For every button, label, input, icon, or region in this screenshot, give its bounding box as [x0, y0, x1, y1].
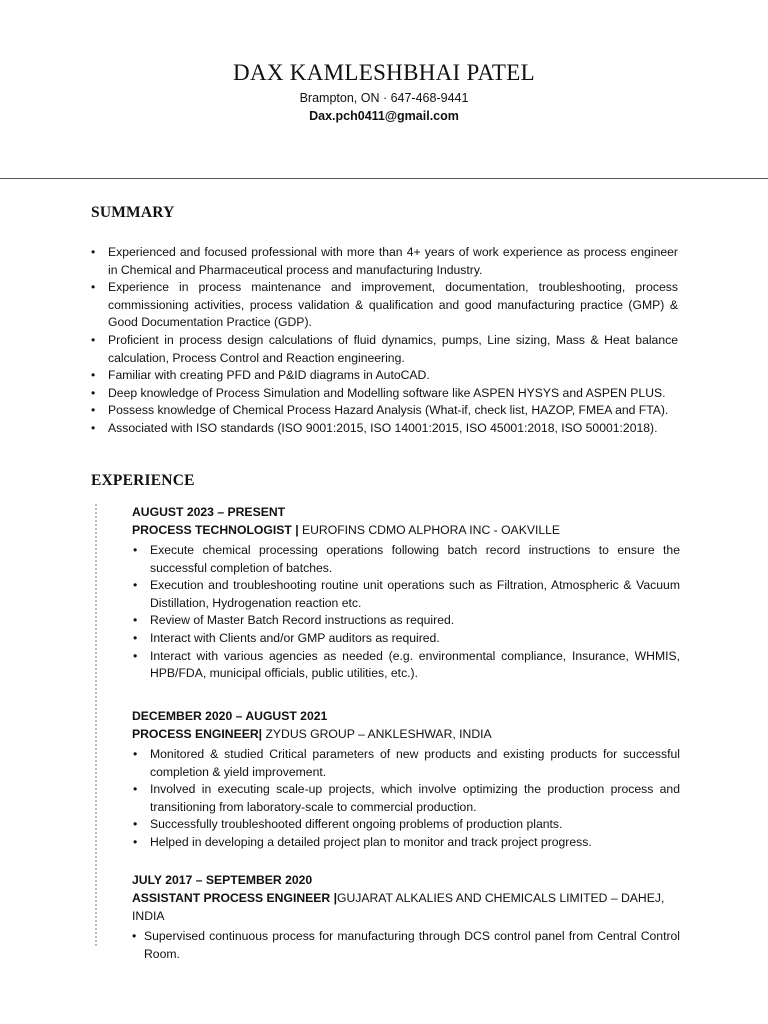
- summary-item: • Deep knowledge of Process Simulation and Modelling software like ASPEN HYSYS and ASPEN PLUS.: [91, 385, 678, 403]
- job-title-line: [132, 889, 680, 925]
- job-date: DECEMBER 2020 – AUGUST 2021: [132, 709, 328, 723]
- job-entry-eurofins: [132, 503, 680, 683]
- summary-item: • Familiar with creating PFD and P&ID diagrams in AutoCAD.: [91, 367, 678, 385]
- job-date: JULY 2017 – SEPTEMBER 2020: [132, 873, 313, 887]
- list-item: • Supervised continuous process for manufacturing through DCS control panel from Central Control Room.: [132, 928, 680, 963]
- summary-item: • Possess knowledge of Chemical Process Hazard Analysis (What-if, check list, HAZOP, FMEA and FTA).: [91, 402, 678, 420]
- summary-list: [91, 244, 678, 438]
- summary-heading: SUMMARY: [91, 204, 175, 221]
- job-company: GUJARAT ALKALIES AND CHEMICALS LIMITED – DAHEJ, INDIA: [132, 891, 665, 923]
- job-duties: [132, 928, 680, 963]
- list-item: • Interact with various agencies as needed (e.g. environmental compliance, Insurance, WHMIS, HPB/FDA, municipal officials, public utilities, etc.).: [132, 648, 680, 683]
- experience-heading: EXPERIENCE: [91, 472, 195, 489]
- list-item: • Involved in executing scale-up projects, which involve optimizing the production process and transitioning from laboratory-scale to commercial production.: [132, 781, 680, 816]
- job-entry-zydus: [132, 707, 680, 852]
- header-divider: [0, 178, 768, 179]
- job-duties: [132, 542, 680, 683]
- job-title-line: [132, 521, 680, 539]
- candidate-name: DAX KAMLESHBHAI PATEL: [233, 60, 535, 85]
- experience-timeline: [95, 504, 97, 946]
- job-company: ZYDUS GROUP – ANKLESHWAR, INDIA: [262, 727, 492, 741]
- list-item: • Execute chemical processing operations following batch record instructions to ensure the successful completion of batches.: [132, 542, 680, 577]
- resume-header: [0, 58, 768, 125]
- contact-line: Brampton, ON · 647-468-9441: [299, 91, 469, 105]
- list-item: • Successfully troubleshooted different ongoing problems of production plants.: [132, 816, 680, 834]
- summary-item: • Associated with ISO standards (ISO 9001:2015, ISO 14001:2015, ISO 45001:2018, ISO 50001:2018).: [91, 420, 678, 438]
- list-item: • Execution and troubleshooting routine unit operations such as Filtration, Atmospheric & Vacuum Distillation, Hydrogenation reaction etc.: [132, 577, 680, 612]
- job-duties: [132, 746, 680, 852]
- job-company: EUROFINS CDMO ALPHORA INC - OAKVILLE: [298, 523, 561, 537]
- job-role: PROCESS TECHNOLOGIST |: [132, 523, 299, 537]
- summary-item: • Experience in process maintenance and improvement, documentation, troubleshooting, process commissioning activities, process validation & qualification and good manufacturing practice (GMP) & Good Documentation Practice (GDP).: [91, 279, 678, 332]
- list-item: • Interact with Clients and/or GMP auditors as required.: [132, 630, 680, 648]
- list-item: • Helped in developing a detailed project plan to monitor and track project progress.: [132, 834, 680, 852]
- job-role: ASSISTANT PROCESS ENGINEER |: [132, 891, 337, 905]
- job-date: AUGUST 2023 – PRESENT: [132, 505, 286, 519]
- summary-item: • Proficient in process design calculations of fluid dynamics, pumps, Line sizing, Mass & Heat balance calculation, Process Control and Reaction engineering.: [91, 332, 678, 367]
- job-title-line: [132, 725, 680, 743]
- job-entry-gujarat-alkalies: [132, 871, 680, 963]
- list-item: • Review of Master Batch Record instructions as required.: [132, 612, 680, 630]
- list-item: • Monitored & studied Critical parameters of new products and existing products for successful completion & yield improvement.: [132, 746, 680, 781]
- email-address[interactable]: Dax.pch0411@gmail.com: [309, 109, 459, 123]
- summary-item: • Experienced and focused professional with more than 4+ years of work experience as process engineer in Chemical and Pharmaceutical process and manufacturing Industry.: [91, 244, 678, 279]
- job-role: PROCESS ENGINEER|: [132, 727, 263, 741]
